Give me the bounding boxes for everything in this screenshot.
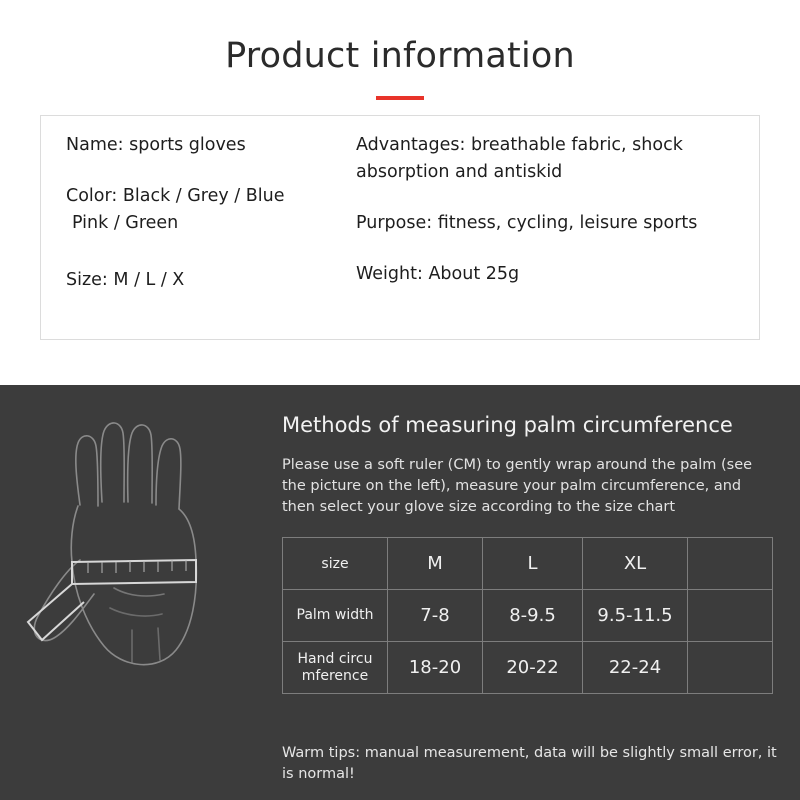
info-row-weight: [356, 261, 746, 288]
info-label-weight: Weight:: [356, 264, 423, 285]
info-value-size: M / L / X: [113, 270, 185, 291]
info-row-advantages: [356, 132, 746, 186]
info-value-purpose: fitness, cycling, leisure sports: [437, 213, 698, 234]
table-header-l: L: [483, 538, 583, 590]
methods-description: Please use a soft ruler (CM) to gently wrap around the palm (see the picture on the left), measure your palm circumference, and then select your glove size according to the size chart: [282, 457, 753, 516]
info-value-weight: About 25g: [428, 264, 520, 285]
table-row-hand-circumference: [283, 642, 773, 694]
info-label-name: Name:: [66, 135, 124, 155]
hand-with-measuring-tape-icon: [10, 410, 260, 700]
table-row-palm-width: [283, 590, 773, 642]
info-value-color: Black / Grey / Blue: [122, 186, 285, 207]
cell-hand-circumference-xl: 22-24: [583, 642, 688, 694]
table-header-m: M: [388, 538, 483, 590]
row-label-palm-width: Palm width: [283, 590, 388, 642]
cell-palm-width-empty: [688, 590, 773, 642]
product-info-left-column: [66, 132, 366, 295]
methods-title: Methods of measuring palm circumference: [282, 413, 733, 437]
size-chart-table: [282, 537, 773, 694]
cell-hand-circumference-l: 20-22: [483, 642, 583, 694]
cell-hand-circumference-m: 18-20: [388, 642, 483, 694]
info-label-color: Color:: [66, 186, 118, 207]
info-value-advantages: breathable fabric, shock absorption and antiskid: [356, 135, 683, 183]
info-row-color: [66, 183, 366, 237]
info-row-purpose: [356, 210, 746, 237]
table-header-size: size: [283, 538, 388, 590]
table-header-xl: XL: [583, 538, 688, 590]
row-label-hand-circumference-line2: mference: [301, 667, 369, 684]
cell-palm-width-m: 7-8: [388, 590, 483, 642]
cell-palm-width-l: 8-9.5: [483, 590, 583, 642]
warm-tips-text: Warm tips: manual measurement, data will be slightly small error, it is normal!: [282, 745, 777, 783]
info-label-size: Size:: [66, 270, 108, 291]
info-row-size: [66, 267, 366, 294]
info-label-advantages: Advantages:: [356, 135, 466, 155]
table-row-header: [283, 538, 773, 590]
product-information-section: [0, 0, 800, 385]
page-title: Product information: [225, 36, 575, 76]
measuring-methods-section: [0, 385, 800, 800]
cell-palm-width-xl: 9.5-11.5: [583, 590, 688, 642]
product-info-right-column: [356, 132, 746, 289]
row-label-hand-circumference-line1: Hand circu: [297, 650, 373, 667]
info-label-purpose: Purpose:: [356, 213, 433, 234]
info-value-color-line2: Pink / Green: [72, 213, 179, 234]
table-header-empty: [688, 538, 773, 590]
cell-hand-circumference-empty: [688, 642, 773, 694]
row-label-hand-circumference: [283, 642, 388, 694]
title-underline-accent: [376, 96, 424, 100]
product-info-box: [40, 115, 760, 340]
info-row-name: [66, 132, 366, 159]
info-value-name: sports gloves: [129, 135, 246, 155]
